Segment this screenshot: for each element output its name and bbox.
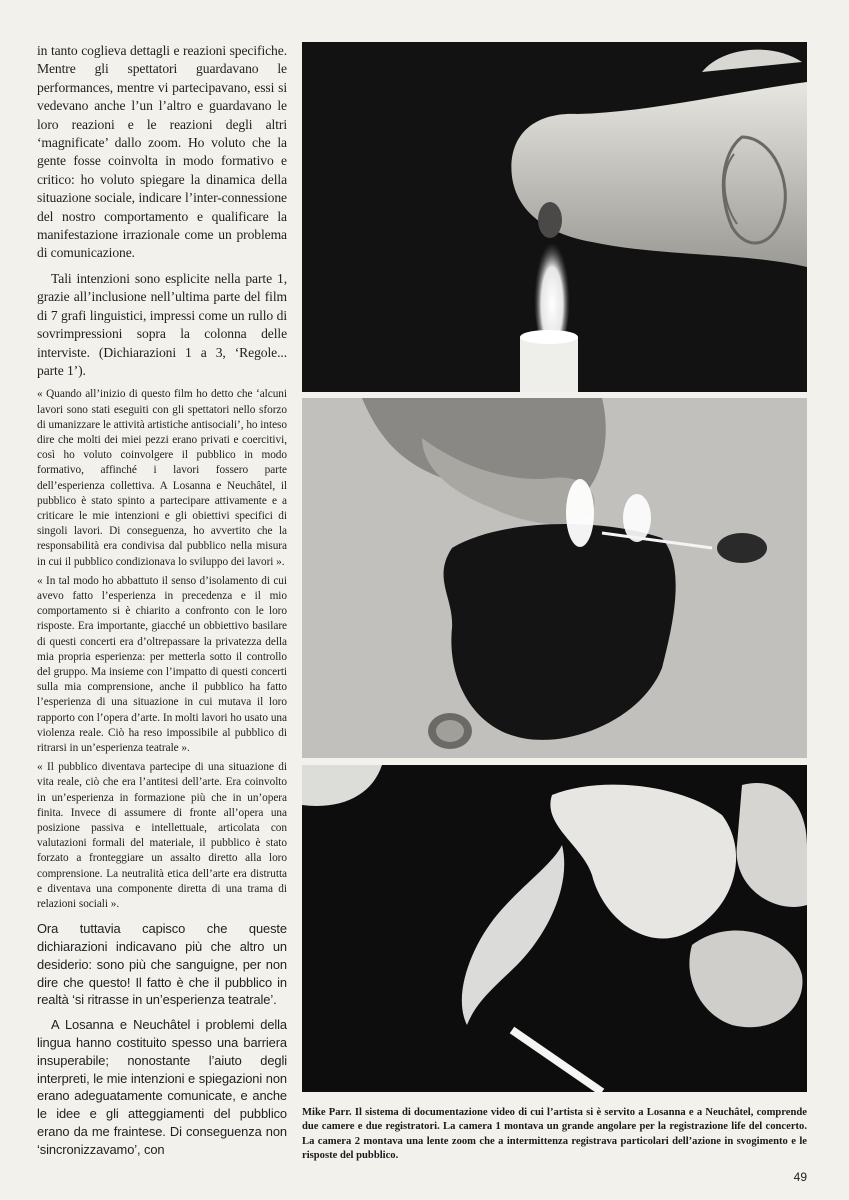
paragraph-2: Tali intenzioni sono esplicite nella parte 1, grazie all’inclusione nell’ultima parte del film di 7 grafi linguistici, impressi come un rullo di sovrimpressioni sopra la colonna delle interviste. (Dichiarazioni 1 a 3, ‘Regole... parte 1’). — [37, 270, 287, 378]
figure-caption: Mike Parr. Il sistema di documentazione video di cui l’artista si è servito a Losanna e a Neuchâtel, comprende due camere e due registratori. La camera 1 montava un grande angolare per la registrazione life del concerto. La camera 2 montava una lente zoom che a intermittenza registrava particolari dell’azione in svogimento e le risposte del pubblico. — [302, 1107, 807, 1162]
quote-2: « In tal modo ho abbattuto il senso d’isolamento di cui avevo fatto l’esperienza in precedenza e il mio comportamento si è chiarito a confronto con le loro risposte. Era importante, giacché un obbiettivo basilare di questi concerti era d’oltrepassare la privatezza della mia propria esperienza: per metterla sotto il controllo del gruppo. Ma insieme con l’impatto di questi concerti sulla mia comprensione, anche il pubblico ha fatto l’esperienza di una situazione in cui mutava il loro rapporto con l’opera d’arte. In molti lavori ho usato una violenza reale. Ciò ha reso impossibile al pubblico di ritrarsi in un’esperienza teatrale ». — [37, 574, 287, 754]
paragraph-1: in tanto coglieva dettagli e reazioni specifiche. Mentre gli spettatori guardavano le performances, mentre vi partecipavano, essi si vedevano anche l’un l’altro e guardavano le loro reazioni e le reazioni degli altri ‘magnificate’ dallo zoom. Ho voluto che la gente fosse coinvolta in modo formativo e critico: ho voluto spiegare la dinamica della situazione sociale, indicare l’inter-connessione del nostro comportamento e qualificare la manifestazione irrazionale come un problema di comunicazione. — [37, 43, 287, 261]
left-text-column — [37, 42, 287, 1166]
photo-hand-matches — [302, 398, 807, 758]
paragraph-4: A Losanna e Neuchâtel i problemi della lingua hanno costituito spesso una barriera insuperabile; nonostante l’aiuto degli interpreti, le mie intenzioni e spiegazioni non erano adeguatamente comunicate, e anche le idee e gli atteggiamenti del pubblico erano da me fraintese. Di conseguenza non ‘sincronizzavamo’, con — [37, 1017, 287, 1157]
paragraph-3: Ora tuttavia capisco che queste dichiarazioni indicavano più che altro un desiderio: sono più che sanguigne, per non dire che questo! Il fatto è che il pubblico in realtà ‘si ritrasse in un’esperienza teatrale’. — [37, 921, 287, 1008]
quote-3: « Il pubblico diventava partecipe di una situazione di vita reale, ciò che era l’antitesi dell’arte. Era coinvolto in un’esperienza in formazione più che in un’opera finita. Invece di assumere di fronte all’opera una posizione passiva e intellettuale, articolata con valutazioni formali del materiale, il pubblico è stato forzato a fronteggiare un assalto diretto alla loro comprensione. La neutralità etica dell’arte era distrutta e diventava una componente diretta di una trama di relazioni sociali ». — [37, 761, 287, 911]
photo-finger-candle — [302, 42, 807, 392]
quote-1: « Quando all’inizio di questo film ho detto che ‘alcuni lavori sono stati eseguiti con gli spettatori nello sforzo di umanizzare le attività artistiche antisociali’, ho inteso dire che molti dei miei pezzi erano privati e coercitivi, così ho voluto coinvolgere il pubblico in modo formativo, affinché i lavori fossero parte dell’esperienza collettiva. A Losanna e Neuchâtel, il pubblico è stato spinto a partecipare attivamente e a criticare le mie intenzioni e gli obiettivi specifici di singoli lavori. Di conseguenza, ho avvertito che la responsabilità era condivisa dal pubblico nella misura in cui il pubblico condizionava lo sviluppo dei lavori ». — [37, 388, 287, 568]
page-number: 49 — [793, 1170, 807, 1184]
photo-match-wax — [302, 765, 807, 1092]
